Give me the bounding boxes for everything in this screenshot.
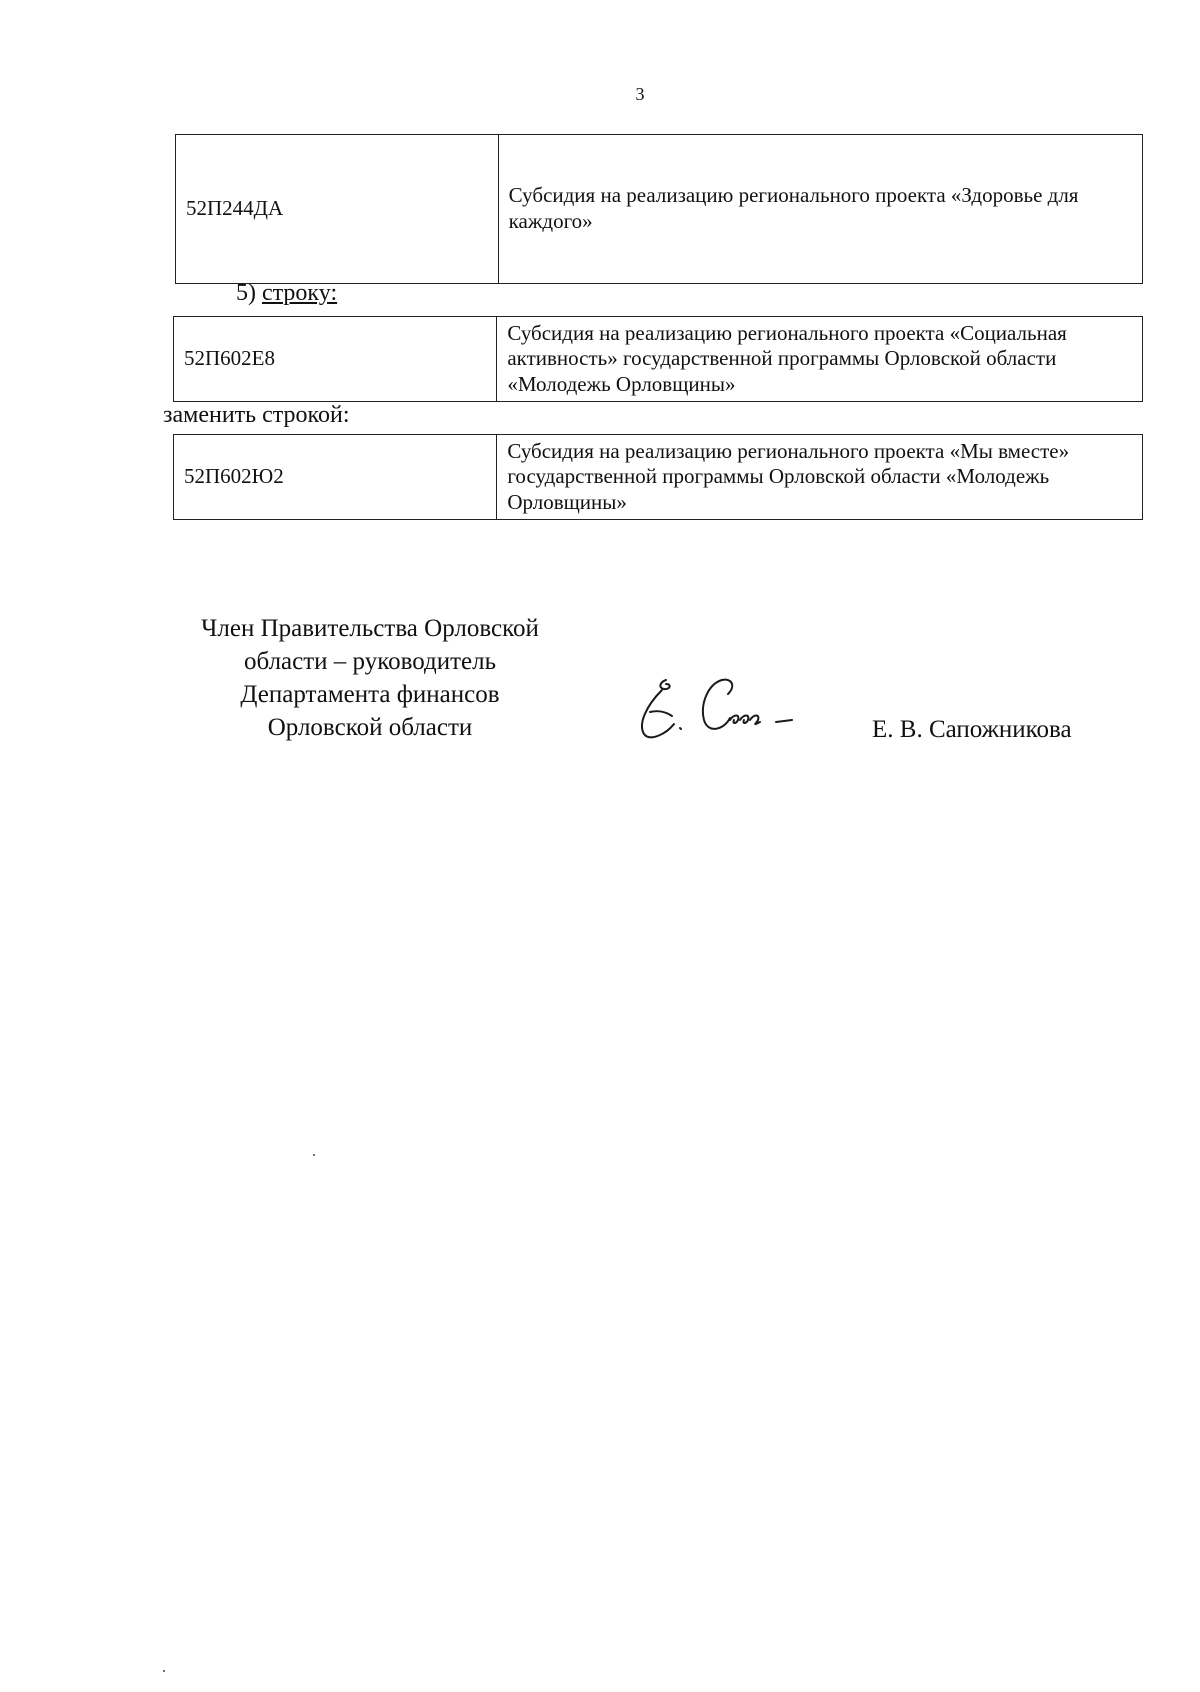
budget-code-table-old bbox=[173, 316, 1143, 402]
instruction-replace-row bbox=[236, 280, 337, 307]
scan-speck bbox=[163, 1670, 165, 1672]
signer-name: Е. В. Сапожникова bbox=[872, 716, 1072, 743]
description-cell: Субсидия на реализацию регионального проекта «Здоровье для каждого» bbox=[498, 135, 1142, 284]
instruction-replace-with: заменить строкой: bbox=[163, 402, 350, 428]
budget-code-table-top bbox=[175, 134, 1143, 284]
description-cell: Субсидия на реализацию регионального проекта «Социальная активность» государственной программы Орловской области «Молодежь Орловщины» bbox=[497, 317, 1143, 402]
code-cell: 52П602Ю2 bbox=[174, 435, 497, 520]
handwritten-signature bbox=[636, 676, 816, 756]
position-line: Член Правительства Орловской bbox=[201, 615, 539, 642]
budget-code-table-new bbox=[173, 434, 1143, 520]
position-line: Департамента финансов bbox=[240, 681, 500, 708]
description-cell: Субсидия на реализацию регионального проекта «Мы вместе» государственной программы Орловской области «Молодежь Орловщины» bbox=[497, 435, 1143, 520]
table-row bbox=[174, 317, 1143, 402]
table-row bbox=[176, 135, 1143, 284]
signatory-position bbox=[150, 612, 590, 744]
instruction-text: строку: bbox=[262, 280, 338, 306]
table-row bbox=[174, 435, 1143, 520]
code-cell: 52П602Е8 bbox=[174, 317, 497, 402]
position-line: Орловской области bbox=[267, 714, 473, 741]
position-line: области – руководитель bbox=[243, 648, 497, 675]
scan-speck bbox=[313, 1154, 315, 1156]
page-number: 3 bbox=[635, 84, 645, 104]
code-cell: 52П244ДА bbox=[176, 135, 499, 284]
item-number: 5) bbox=[236, 280, 256, 306]
